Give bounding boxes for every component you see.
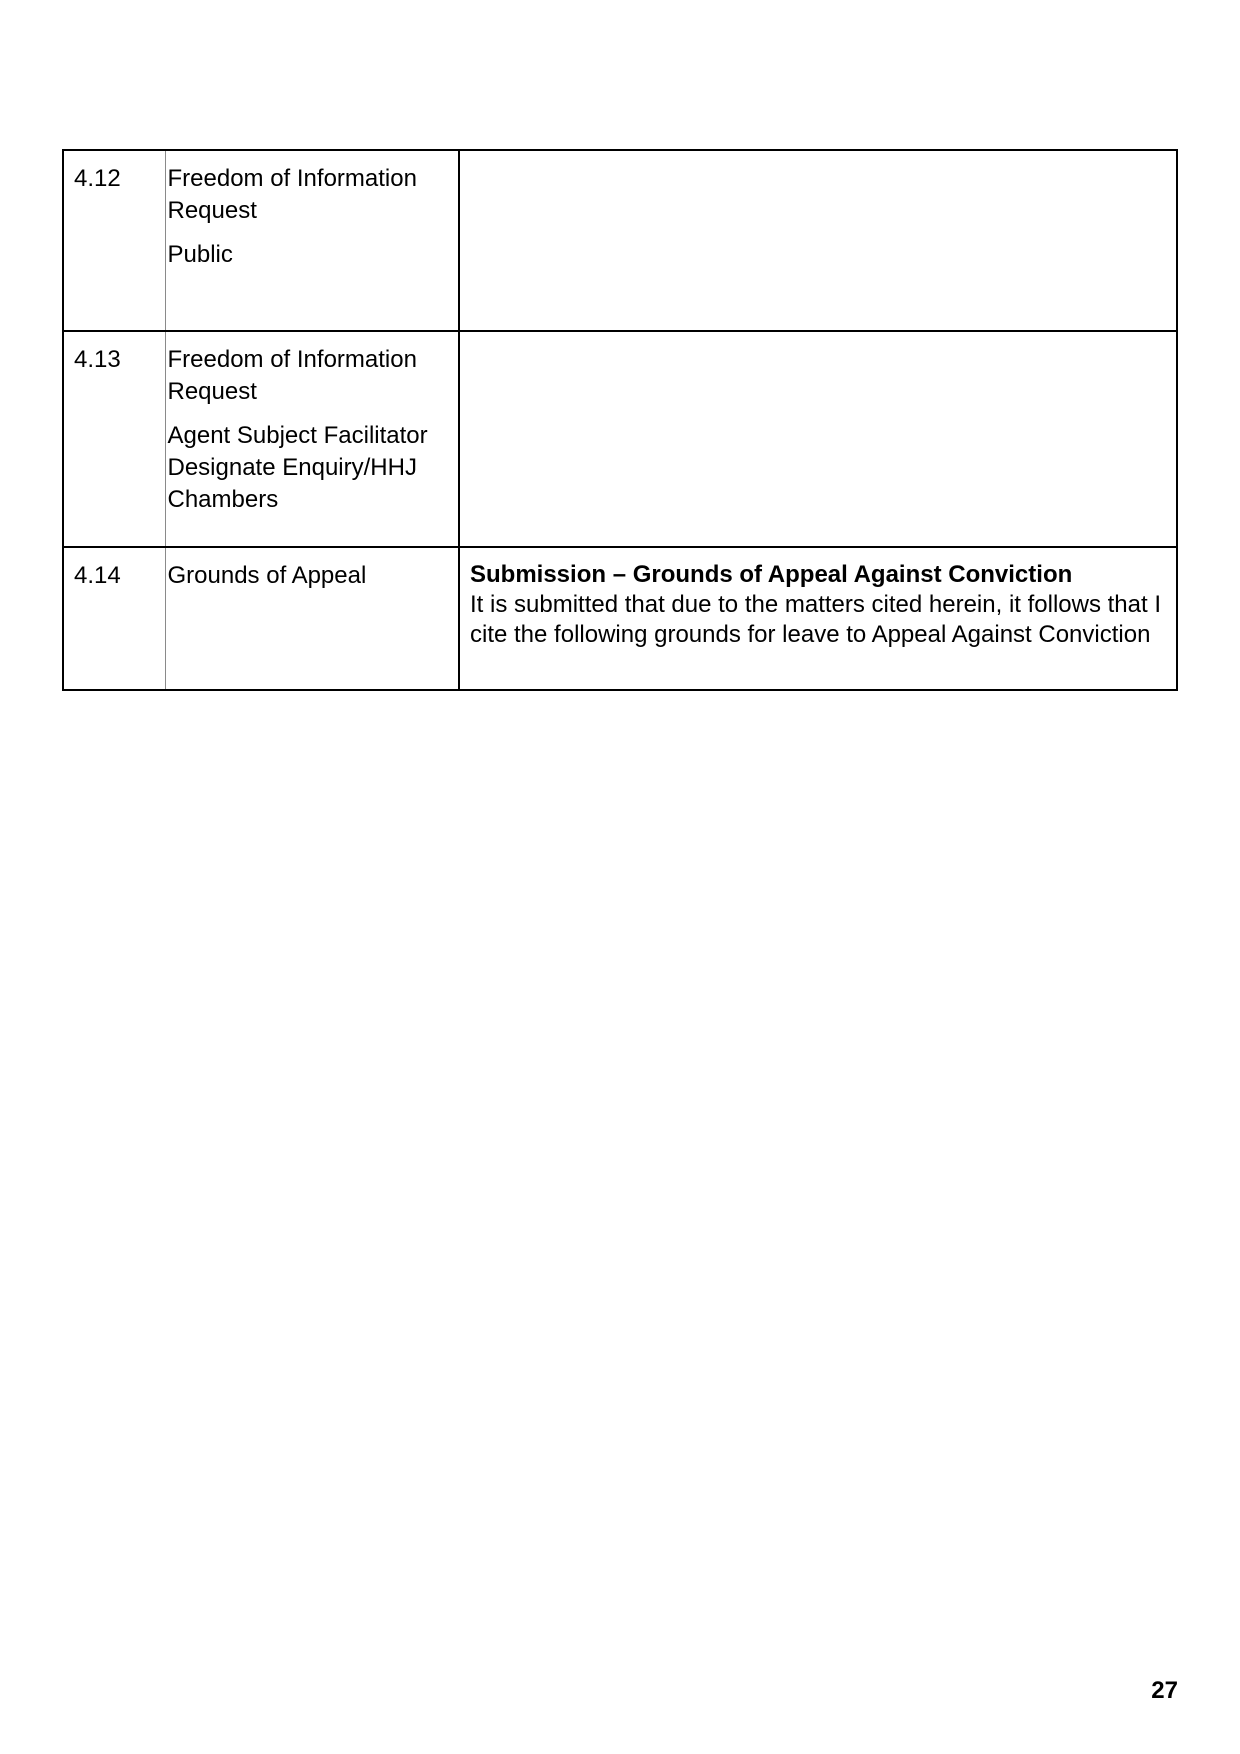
detail-heading: Submission – Grounds of Appeal Against Conviction: [470, 561, 1073, 588]
table-row: [63, 331, 1177, 547]
detail-cell: [459, 150, 1177, 331]
grounds-table: [62, 149, 1178, 691]
topic-cell: [165, 547, 459, 690]
detail-cell: [459, 331, 1177, 547]
section-number: 4.12: [74, 165, 121, 192]
table-row: [63, 547, 1177, 690]
topic-cell: [165, 331, 459, 547]
detail-cell: [459, 547, 1177, 690]
topic-title: Grounds of Appeal: [167, 562, 367, 589]
detail-body: It is submitted that due to the matters cited herein, it follows that I cite the following grounds for leave to Appeal Against Conviction: [470, 591, 1162, 648]
topic-subtitle: Public: [167, 241, 233, 268]
topic-subtitle: Agent Subject Facilitator Designate Enquiry/HHJ Chambers: [167, 422, 428, 513]
section-number-cell: [63, 331, 165, 547]
table-row: [63, 150, 1177, 331]
section-number: 4.14: [74, 562, 121, 589]
section-number: 4.13: [74, 346, 121, 373]
section-number-cell: [63, 150, 165, 331]
topic-title: Freedom of Information Request: [167, 165, 417, 224]
page-number: 27: [1151, 1677, 1178, 1704]
section-number-cell: [63, 547, 165, 690]
topic-title: Freedom of Information Request: [167, 346, 417, 405]
topic-cell: [165, 150, 459, 331]
